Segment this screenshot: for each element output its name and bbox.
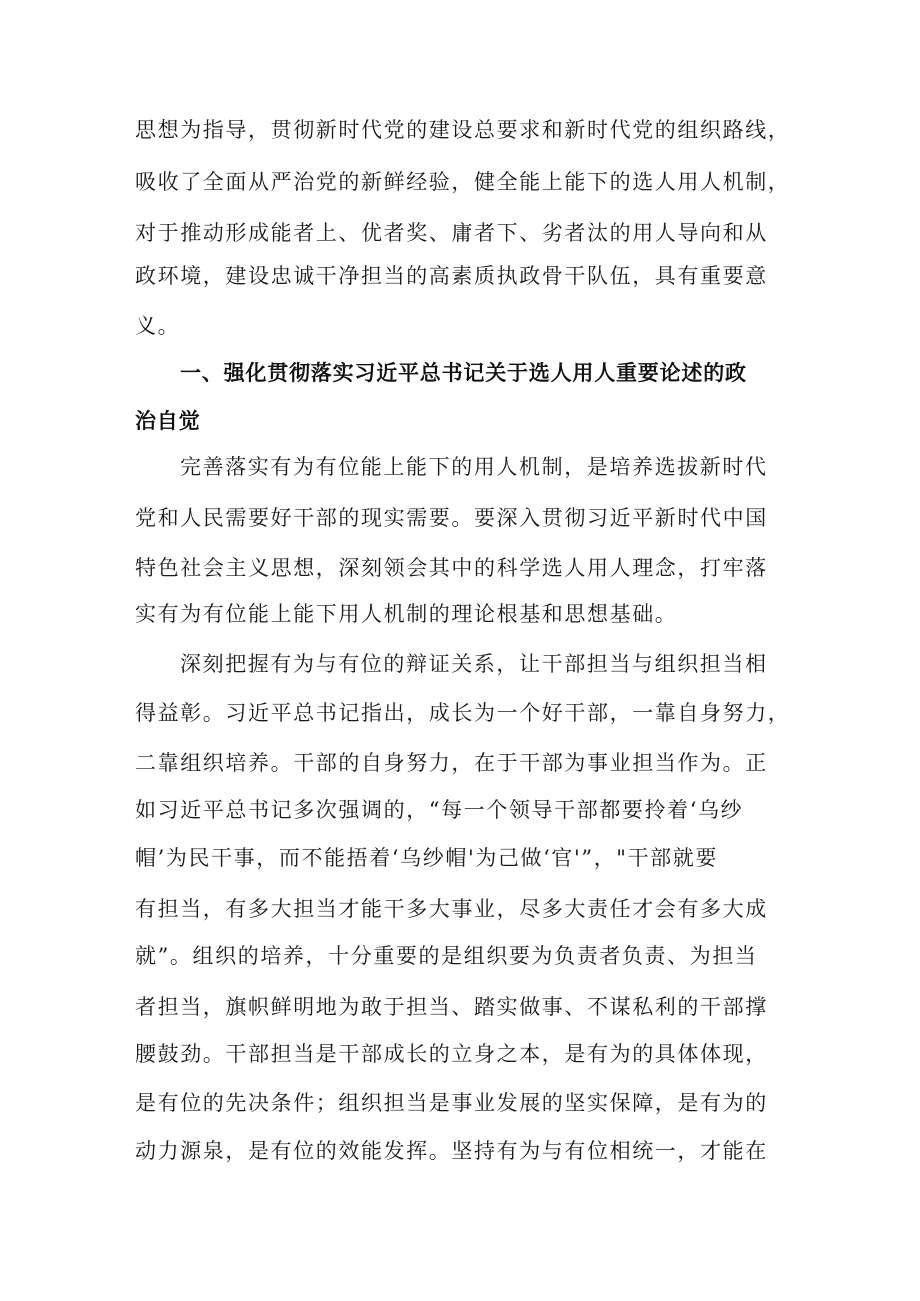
section-heading: 治自觉 [135,409,201,433]
paragraph-line: 有担当，有多大担当才能干多大事业，尽多大责任才会有多大成 [135,897,768,921]
paragraph-line: 帽’为民干事，而不能捂着‘乌纱帽'为己做‘官'”，"干部就要 [135,846,718,870]
paragraph-line: 是有位的先决条件；组织担当是事业发展的坚实保障，是有为的 [135,1091,768,1115]
paragraph-line: 思想为指导，贯彻新时代党的建设总要求和新时代党的组织路线， [135,118,791,142]
paragraph-line: 政环境，建设忠诚干净担当的高素质执政骨干队伍，具有重要意 [135,264,768,288]
paragraph-line: 吸收了全面从严治党的新鲜经验，健全能上能下的选人用人机制， [135,170,791,194]
paragraph-line: 动力源泉，是有位的效能发挥。坚持有为与有位相统一，才能在 [135,1139,768,1163]
paragraph-line: 深刻把握有为与有位的辩证关系，让干部担当与组织担当相 [180,652,768,676]
paragraph-line: 如习近平总书记多次强调的，“每一个领导干部都要拎着‘乌纱 [135,798,744,822]
paragraph-line: 就”。组织的培养，十分重要的是组织要为负责者负责、为担当 [135,944,758,968]
paragraph-line: 特色社会主义思想，深刻领会其中的科学选人用人理念，打牢落 [135,556,768,580]
paragraph-line: 腰鼓劲。干部担当是干部成长的立身之本，是有为的具体体现， [135,1042,768,1066]
paragraph-line: 得益彰。习近平总书记指出，成长为一个好干部，一靠自身努力， [135,701,791,725]
paragraph-line: 二靠组织培养。干部的自身努力，在于干部为事业担当作为。正 [135,751,768,775]
paragraph-line: 实有为有位能上能下用人机制的理论根基和思想基础。 [135,602,678,626]
section-heading: 一、强化贯彻落实习近平总书记关于选人用人重要论述的政 [180,361,747,385]
paragraph-line: 完善落实有为有位能上能下的用人机制，是培养选拔新时代 [180,455,768,479]
paragraph-line: 义。 [135,314,181,338]
paragraph-line: 者担当，旗帜鲜明地为敢于担当、踏实做事、不谋私利的干部撑 [135,995,768,1019]
paragraph-line: 党和人民需要好干部的现实需要。要深入贯彻习近平新时代中国 [135,506,768,530]
paragraph-line: 对于推动形成能者上、优者奖、庸者下、劣者汰的用人导向和从 [135,221,768,245]
